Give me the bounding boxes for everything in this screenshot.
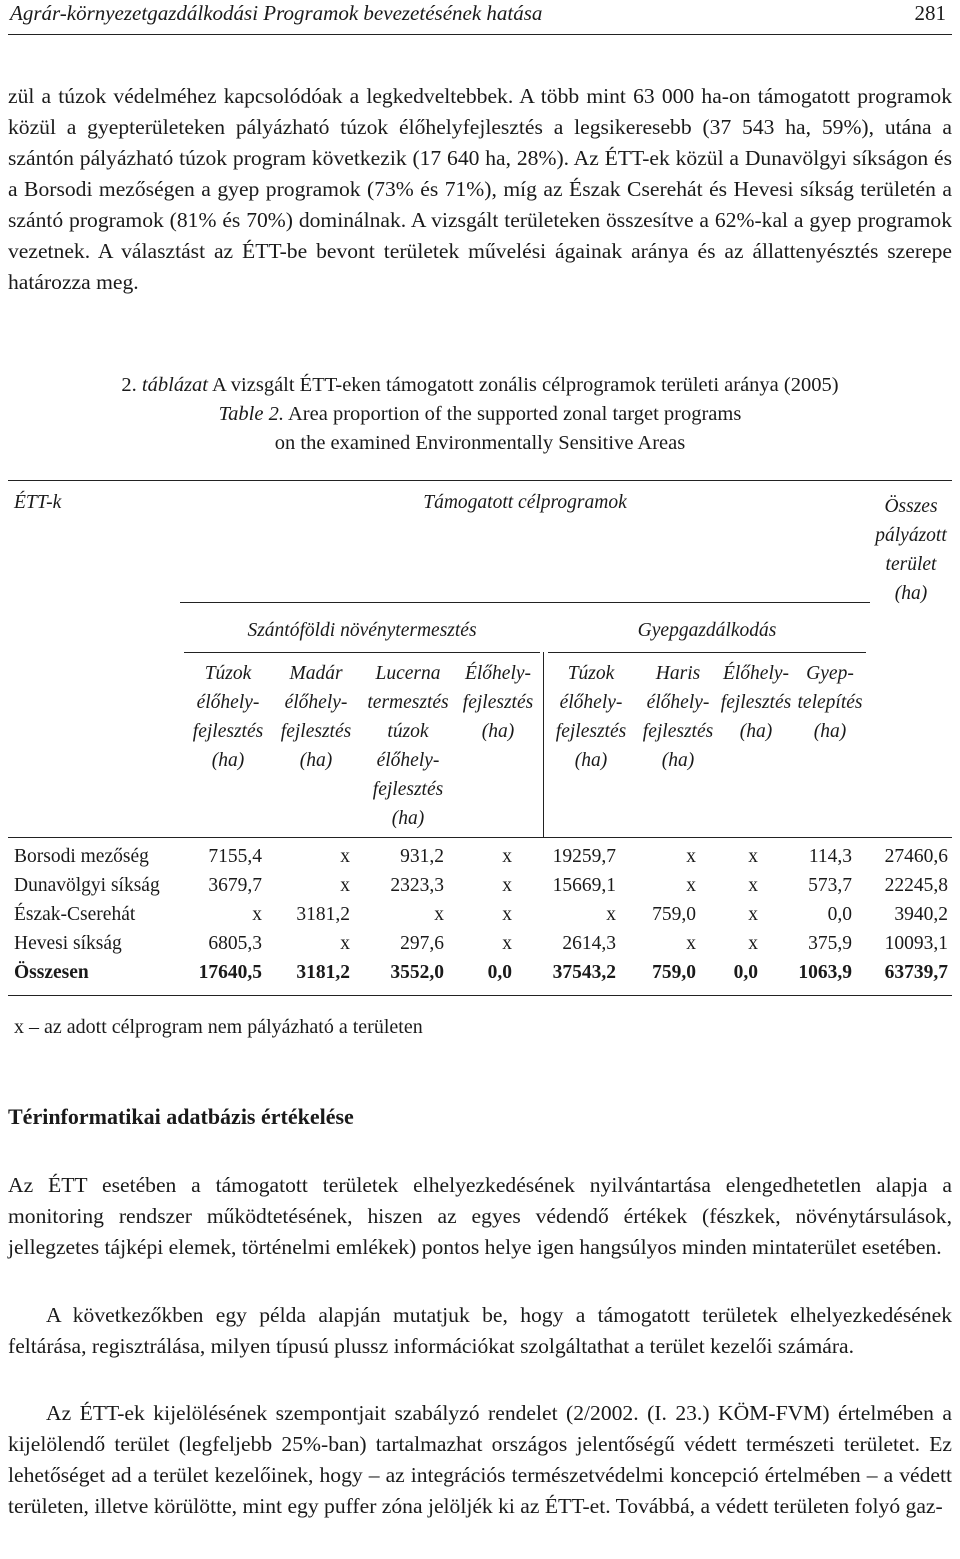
cell: 6805,3 xyxy=(208,933,262,954)
caption-en-1 xyxy=(8,400,952,429)
cell: x xyxy=(502,846,512,867)
subheader-line: (ha) xyxy=(481,721,515,742)
cell: x xyxy=(340,875,350,896)
arable-rule xyxy=(184,652,540,653)
cell: 37543,2 xyxy=(552,962,616,983)
cell: x xyxy=(502,933,512,954)
row-label: Összesen xyxy=(14,962,89,983)
grass-rule xyxy=(548,652,866,653)
subheader-line: fejlesztés xyxy=(280,721,352,742)
subheader-elohely-arable xyxy=(456,659,540,746)
caption-label-number: 2. xyxy=(121,374,137,396)
subheader-line: fejlesztés xyxy=(642,721,714,742)
subheader-gyeptelepites xyxy=(792,659,868,746)
cell: 375,9 xyxy=(808,933,852,954)
table-bottom-rule xyxy=(8,995,952,996)
paragraph-body-1: Az ÉTT esetében a támogatott területek elhelyezkedésének nyilvántartása elengedhetetlen alapja a monitoring rendszer működtetésének, hiszen az egyes védendő értékek (fészkek, növénytársulások, jellegzetes tájképi elemek, történelmi emlékek) pontos helye igen hangsúlyos minden mintaterület esetében. xyxy=(8,1173,952,1259)
subheader-line: telepítés xyxy=(797,692,863,713)
subheader-line: élőhely- xyxy=(196,692,260,713)
cell: 0,0 xyxy=(487,962,512,983)
cell: x xyxy=(748,846,758,867)
cell: 3679,7 xyxy=(208,875,262,896)
cell: 3181,2 xyxy=(296,904,350,925)
subheader-line: (ha) xyxy=(739,721,773,742)
cell: x xyxy=(748,904,758,925)
subheader-line: (ha) xyxy=(299,750,333,771)
subheader-line: (ha) xyxy=(661,750,695,771)
col-total-line: (ha) xyxy=(894,583,928,604)
col-ett-header: ÉTT-k xyxy=(14,492,62,513)
cell: x xyxy=(252,904,262,925)
col-total-line: Összes xyxy=(884,496,938,517)
paragraph-body-2: A következőkben egy példa alapján mutatjuk be, hogy a támogatott területek elhelyezkedésének feltárása, regisztrálása, milyen típusú plussz információkat szolgáltathat a terület kezelői számára. xyxy=(8,1303,952,1358)
caption-title-en-1: Area proportion of the supported zonal target programs xyxy=(287,403,742,425)
cell: x xyxy=(502,904,512,925)
cell: 15669,1 xyxy=(552,875,616,896)
caption-label-word: táblázat xyxy=(141,374,208,396)
col-total-line: terület xyxy=(885,554,937,575)
cell: 1063,9 xyxy=(798,962,852,983)
subheader-tuzok-grass xyxy=(546,659,636,775)
cell: 27460,6 xyxy=(884,846,948,867)
subheader-line: Lucerna xyxy=(375,663,441,684)
cell: 7155,4 xyxy=(208,846,262,867)
subheader-line: Túzok xyxy=(204,663,252,684)
subheader-line: fejlesztés xyxy=(555,721,627,742)
header-bottom-rule xyxy=(8,837,952,838)
cell: x xyxy=(340,933,350,954)
caption-en-2: on the examined Environmentally Sensitive Areas xyxy=(274,432,686,454)
subheader-line: Túzok xyxy=(567,663,615,684)
cell: 2614,3 xyxy=(562,933,616,954)
subheader-line: Haris xyxy=(655,663,701,684)
cell: x xyxy=(686,933,696,954)
col-total-line: pályázott xyxy=(875,525,947,546)
col-supported-header: Támogatott célprogramok xyxy=(423,492,627,513)
row-label: Hevesi síkság xyxy=(14,933,122,954)
subheader-line: élőhely- xyxy=(284,692,348,713)
running-header xyxy=(8,0,952,35)
cell: 297,6 xyxy=(400,933,444,954)
paragraph-body-3: Az ÉTT-ek kijelölésének szempontjait szabályzó rendelet (2/2002. (I. 23.) KÖM-FVM) értelmében a kijelölendő terület (legfeljebb 25%-ban) tartalmazhat országos jelentőségű védett természeti területet. Ez lehetőséget ad a terület kezelőinek, hogy – az integrációs természetvédelmi koncepció értelmében – a védett területen, illetve körülötte, mint egy puffer zóna jelöljék ki az ÉTT-et. Továbbá, a védett területen folyó gaz- xyxy=(8,1401,952,1518)
cell: 573,7 xyxy=(808,875,852,896)
running-title: Agrár-környezetgazdálkodási Programok bevezetésének hatása xyxy=(10,1,543,25)
subheader-line: (ha) xyxy=(813,721,847,742)
col-total-header xyxy=(870,492,952,608)
table-top-rule xyxy=(8,480,952,481)
group-arable-header: Szántóföldi növénytermesztés xyxy=(247,620,477,641)
row-label: Észak-Cserehát xyxy=(14,904,136,925)
cell: 931,2 xyxy=(400,846,444,867)
paragraph-intro: zül a túzok védelméhez kapcsolódóak a legkedveltebbek. A több mint 63 000 ha-on támogatott programok közül a gyepterületeken pályázható túzok élőhelyfejlesztés a legsikeresebb (37 543 ha, 59%), utána a szántón pályázható túzok program következik (17 640 ha, 28%). Az ÉTT-ek közül a Dunavölgyi síkságon és a Borsodi mezőségen a gyep programok (73% és 71%), míg az Észak Cserehát és Hevesi síkság területén a szántó programok (81% és 70%) dominálnak. A vizsgált területeken összesítve a 62%-kal a gyep programok vezetnek. A választást az ÉTT-be bevont területek művelési ágainak aránya és az állattenyésztés szerepe határozza meg. xyxy=(8,84,952,294)
subheader-line: túzok xyxy=(387,721,429,742)
cell: x xyxy=(340,846,350,867)
row-label: Borsodi mezőség xyxy=(14,846,149,867)
subheader-line: termesztés xyxy=(367,692,449,713)
subheader-line: fejlesztés xyxy=(462,692,534,713)
supported-rule xyxy=(180,602,870,603)
subheader-line: Élőhely- xyxy=(464,663,532,684)
cell: 19259,7 xyxy=(552,846,616,867)
subheader-line: (ha) xyxy=(574,750,608,771)
data-table xyxy=(8,480,952,1000)
cell: 17640,5 xyxy=(198,962,262,983)
cell: 759,0 xyxy=(652,962,696,983)
cell: 3940,2 xyxy=(894,904,948,925)
caption-hu xyxy=(8,371,952,400)
subheader-line: Gyep- xyxy=(806,663,854,684)
caption-label-en: Table 2. xyxy=(218,403,284,425)
cell: 114,3 xyxy=(808,846,852,867)
cell: 3552,0 xyxy=(390,962,444,983)
cell: 3181,2 xyxy=(296,962,350,983)
subheader-haris xyxy=(636,659,720,775)
subheader-line: Madár xyxy=(289,663,343,684)
subheader-tuzok-arable xyxy=(184,659,272,775)
cell: x xyxy=(748,933,758,954)
subheader-line: élőhely- xyxy=(376,750,440,771)
row-label: Dunavölgyi síkság xyxy=(14,875,160,896)
subheader-line: (ha) xyxy=(391,808,425,829)
group-divider xyxy=(543,652,544,837)
cell: 22245,8 xyxy=(884,875,948,896)
cell: x xyxy=(748,875,758,896)
page-number: 281 xyxy=(914,1,946,25)
cell: 10093,1 xyxy=(884,933,948,954)
group-grass-header: Gyepgazdálkodás xyxy=(637,620,777,641)
table-caption xyxy=(8,371,952,458)
cell: 2323,3 xyxy=(390,875,444,896)
cell: x xyxy=(606,904,616,925)
table-footnote: x – az adott célprogram nem pályázható a területen xyxy=(14,1016,423,1038)
cell: x xyxy=(434,904,444,925)
cell: x xyxy=(686,846,696,867)
subheader-line: fejlesztés xyxy=(192,721,264,742)
section-heading: Térinformatikai adatbázis értékelése xyxy=(8,1104,354,1129)
subheader-line: fejlesztés xyxy=(720,692,792,713)
subheader-line: (ha) xyxy=(211,750,245,771)
cell: x xyxy=(686,875,696,896)
subheader-line: Élőhely- xyxy=(722,663,790,684)
subheader-line: élőhely- xyxy=(646,692,710,713)
cell: x xyxy=(502,875,512,896)
caption-title-hu: A vizsgált ÉTT-eken támogatott zonális célprogramok területi aránya (2005) xyxy=(212,374,839,396)
subheader-madar xyxy=(272,659,360,775)
cell: 63739,7 xyxy=(884,962,948,983)
cell: 0,0 xyxy=(827,904,852,925)
cell: 0,0 xyxy=(733,962,758,983)
subheader-line: fejlesztés xyxy=(372,779,444,800)
subheader-elohely-grass xyxy=(720,659,792,746)
subheader-lucerna xyxy=(360,659,456,833)
subheader-line: élőhely- xyxy=(559,692,623,713)
cell: 759,0 xyxy=(652,904,696,925)
